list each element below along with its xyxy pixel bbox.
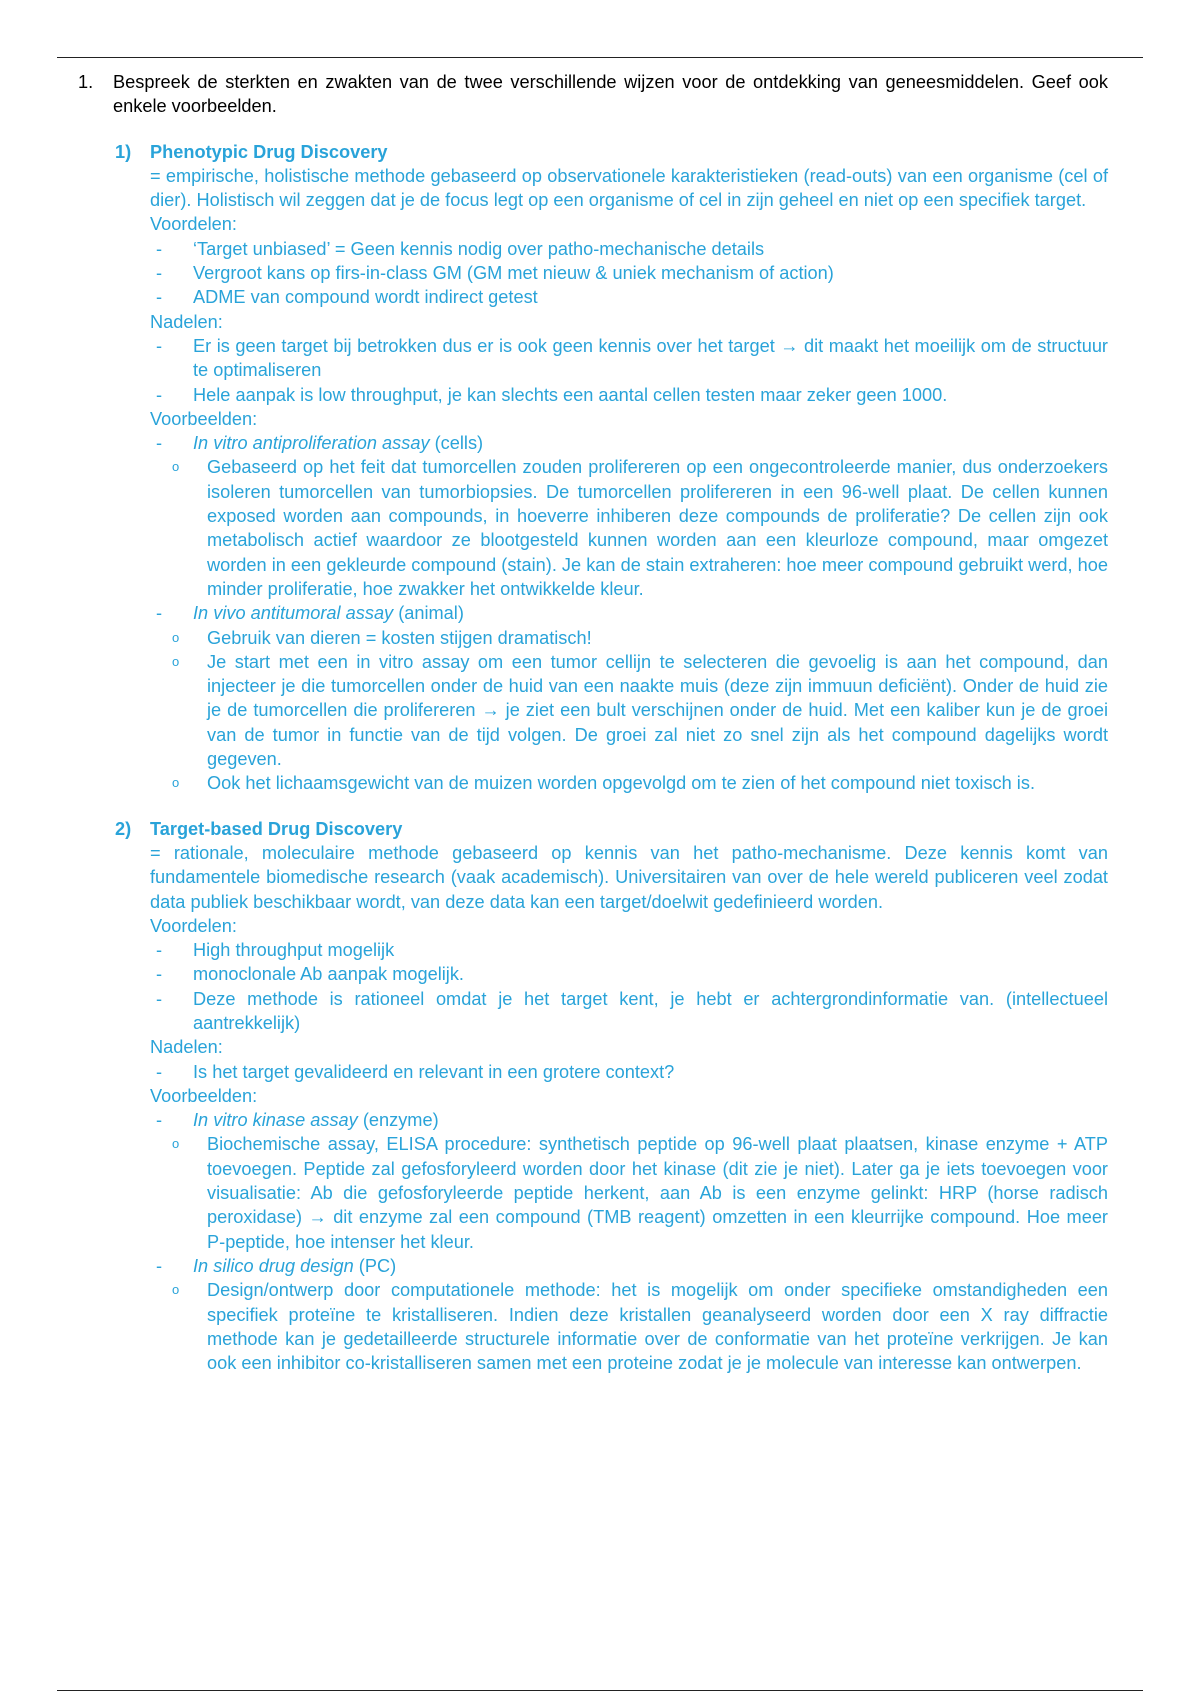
list-item [150,962,1108,986]
circle-bullet: o [172,1136,180,1152]
list-item [150,383,1108,407]
example-item [172,431,1108,601]
list-item-text: Je start met een in vitro assay om een tumor cellijn te selecteren die gevoelig is aan het compound, dan injecteer je die tumorcellen onder de huid van een naakte muis (deze zijn immuun deficiënt). Onder de huid zie je de tumorcellen die prolifereren → je ziet een bult verschijnen onder de huid. Met een kaliber kun je de groei van de tumor in functie van de tijd volgen. De groei zal niet zo snel zijn als het compound dagelijks wordt gegeven. [207,651,1108,770]
example-heading [193,431,1108,455]
list-item-text: Ook het lichaamsgewicht van de muizen worden opgevolgd om te zien of het compound niet toxisch is. [207,773,1035,794]
question [78,70,1108,119]
section-title: Target-based Drug Discovery [150,818,403,839]
disadvantages-label: Nadelen: [150,311,223,332]
list-item [150,431,1108,601]
disadvantages-label: Nadelen: [150,1037,223,1058]
list-item-text: Is het target gevalideerd en relevant in een grotere context? [193,1061,675,1082]
list-item [150,938,1108,962]
example-suffix: (PC) [353,1255,397,1276]
example-item [172,1108,1108,1254]
disadvantages-list [150,1060,1108,1084]
list-item-text: Deze methode is rationeel omdat je het target kent, je hebt er achtergrondinformatie van. (intellectueel aantrekkelijk) [193,988,1108,1033]
list-item-text: ADME van compound wordt indirect getest [193,287,538,308]
list-item [150,1254,1108,1375]
example-item [172,1254,1108,1375]
example-heading [193,1108,1108,1132]
example-suffix: (cells) [429,433,484,454]
section-number: 2) [115,818,132,839]
list-item-text: Hele aanpak is low throughput, je kan slechts een aantal cellen testen maar zeker geen 1000. [193,384,948,405]
examples-list [150,1108,1108,1375]
list-item [150,1108,1108,1254]
section-definition: = empirische, holistische methode gebaseerd op observationele karakteristieken (read-outs) van een organisme (cel of dier). Holistisch wil zeggen dat je de focus legt op een organisme of cel in zijn geheel en niet op een specifiek target. [150,165,1108,211]
list-item-text: High throughput mogelijk [193,940,395,961]
example-heading [193,601,1108,625]
list-item-text: Gebruik van dieren = kosten stijgen dramatisch! [207,627,592,648]
question-text: Bespreek de sterkten en zwakten van de twee verschillende wijzen voor de ontdekking van geneesmiddelen. Geef ook enkele voorbeelden. [113,72,1108,117]
dash-bullet: - [156,1110,163,1131]
disadvantages-list [150,334,1108,407]
list-item [150,261,1108,285]
list-item [150,987,1108,1036]
examples-label: Voorbeelden: [150,1085,258,1106]
list-item [150,455,1108,601]
section-definition: = rationale, moleculaire methode gebaseerd op kennis van het patho-mechanisme. Deze kennis komt van fundamentele biomedische research (vaak academisch). Universitairen van over de hele wereld publiceren veel zodat data publiek beschikbaar wordt, van deze data kan een target/doelwit gedefinieerd worden. [150,842,1108,912]
section-target-based [115,817,1108,1376]
example-title: In vivo antitumoral assay [193,603,394,624]
dash-bullet: - [156,287,163,308]
circle-bullet: o [172,1282,180,1298]
circle-bullet: o [172,775,180,791]
dash-bullet: - [156,1061,163,1082]
list-item [150,626,1108,650]
list-item [150,601,1108,795]
dash-bullet: - [156,988,163,1009]
dash-bullet: - [156,263,163,284]
circle-bullet: o [172,629,180,645]
example-title: In silico drug design [193,1255,354,1276]
example-suffix: (animal) [393,603,464,624]
example-points [172,1132,1108,1253]
advantages-label: Voordelen: [150,915,237,936]
list-item [150,1060,1108,1084]
circle-bullet: o [172,459,180,475]
dash-bullet: - [156,964,163,985]
example-points [172,1278,1108,1375]
list-item-text: Design/ontwerp door computationele methode: het is mogelijk om onder specifieke omstandigheden een specifiek proteïne te kristalliseren. Indien deze kristallen geanalyseerd worden door een X ray diffractie methode kan je gedetailleerde structurele informatie over de conformatie van het proteïne verkrijgen. Je kan ook een inhibitor co-kristalliseren samen met een proteine zodat je je molecule van interesse kan ontwerpen. [207,1280,1108,1374]
example-item [172,601,1108,795]
list-item-text: Vergroot kans op firs-in-class GM (GM met nieuw & uniek mechanism of action) [193,263,834,284]
dash-bullet: - [156,433,163,454]
list-item-text: monoclonale Ab aanpak mogelijk. [193,964,464,985]
examples-list [150,431,1108,795]
list-item [150,1278,1108,1375]
question-number: 1. [78,72,94,92]
bottom-rule [57,1690,1143,1691]
dash-bullet: - [156,335,163,356]
dash-bullet: - [156,940,163,961]
section-title: Phenotypic Drug Discovery [150,141,388,162]
example-suffix: (enzyme) [357,1110,439,1131]
section-phenotypic [115,140,1108,796]
circle-bullet: o [172,653,180,669]
example-title: In vitro kinase assay [193,1110,358,1131]
list-item-text: Biochemische assay, ELISA procedure: synthetisch peptide op 96-well plaat plaatsen, kinase enzyme + ATP toevoegen. Peptide zal gefosforyleerd worden door het kinase (dit zie je niet). Later ga je iets toevoegen voor visualisatie: Ab die gefosforyleerde peptide herkent, aan Ab is een enzyme gelinkt: HRP (horse radisch peroxidase) → dit enzyme zal een compound (TMB reagent) omzetten in een kleurrijke compound. Hoe meer P-peptide, hoe intenser het kleur. [207,1134,1108,1252]
list-item [150,285,1108,309]
example-heading [193,1254,1108,1278]
section-number: 1) [115,141,132,162]
examples-label: Voorbeelden: [150,408,258,429]
advantages-list [150,237,1108,310]
example-title: In vitro antiproliferation assay [193,433,430,454]
dash-bullet: - [156,238,163,259]
advantages-list [150,938,1108,1035]
dash-bullet: - [156,384,163,405]
list-item [150,334,1108,383]
list-item [150,650,1108,771]
dash-bullet: - [156,1255,163,1276]
list-item [150,771,1108,795]
example-points [172,455,1108,601]
list-item [150,1132,1108,1253]
advantages-label: Voordelen: [150,214,237,235]
section-heading [115,817,1108,841]
top-rule [57,57,1143,58]
example-points [172,626,1108,796]
list-item-text: Gebaseerd op het feit dat tumorcellen zouden prolifereren op een ongecontroleerde manier, dus onderzoekers isoleren tumorcellen van tumorbiopsies. De tumorcellen prolifereren in een 96-well plaat. De cellen kunnen exposed worden aan compounds, in hoeverre inhiberen deze compounds de proliferatie? De cellen zijn ook metabolisch actief waardoor ze blootgesteld kunnen worden aan een kleurloze compound, maar omgezet worden in een gekleurde compound (stain). Je kan de stain extraheren: hoe meer compound gebruikt werd, hoe minder proliferatie, hoe zwakker het ontwikkelde kleur. [207,457,1108,599]
dash-bullet: - [156,603,163,624]
document-page [78,70,1108,1375]
list-item-text: Er is geen target bij betrokken dus er is ook geen kennis over het target → dit maakt het moeilijk om de structuur te optimaliseren [193,335,1108,381]
section-heading [115,140,1108,164]
list-item-text: ‘Target unbiased’ = Geen kennis nodig over patho-mechanische details [193,238,765,259]
list-item [150,237,1108,261]
